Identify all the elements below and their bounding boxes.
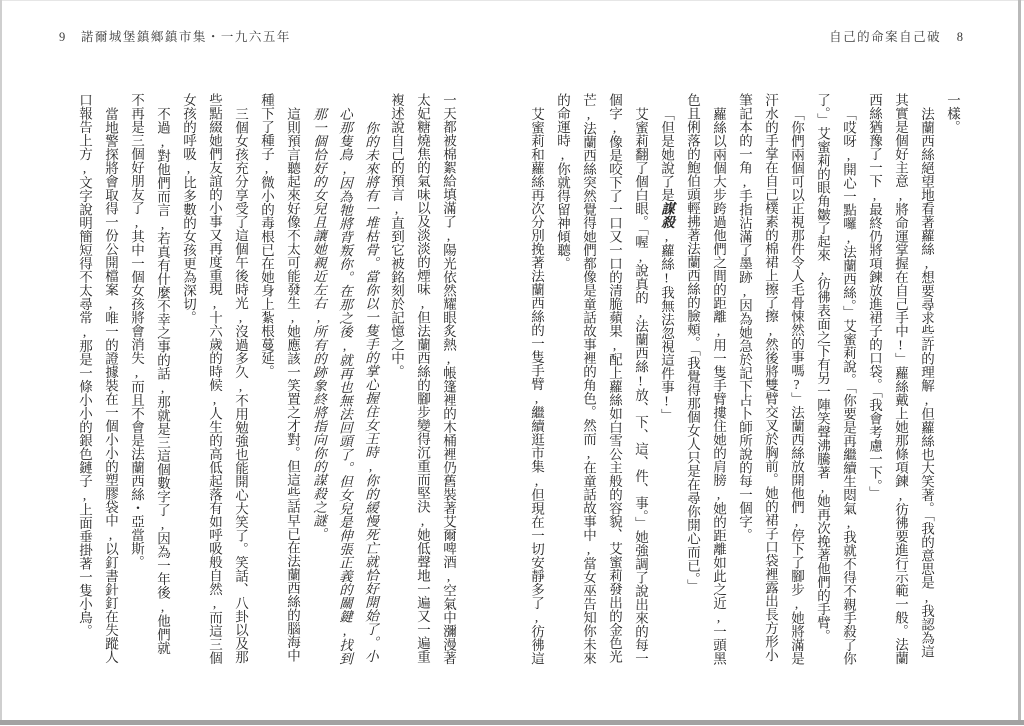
running-title-left: 諾爾城堡鎮鄉鎮市集・一九六五年 bbox=[80, 30, 291, 44]
right-page bbox=[512, 0, 1024, 726]
dialogue-segment: ,蘿絲!我無法忽視這件事!」 bbox=[659, 228, 674, 422]
paragraph: 不過,對他們而言,若真有什麼不幸之事的話,那就是三這個數字了,因為一年後,他們就不再是三個好朋友了,其中一個女孩將會消失,而且不會是法蘭西絲・亞當斯。 bbox=[129, 93, 170, 655]
running-head-left bbox=[57, 27, 291, 45]
paragraph: 一樣。 bbox=[945, 93, 960, 134]
paragraph: 法蘭西絲絕望地看著蘿絲,想要尋求些許的理解,但蘿絲也大笑著。「我的意思是,我認為這其實是個好主意,將命運掌握在自己手中!」蘿絲戴上她那條項鍊,彷彿要進行示範一般。法蘭西絲猶豫了一下,最終仍將項鍊放進裙子的口袋。「我會考慮一下。」 bbox=[867, 93, 934, 665]
page-number-left: 9 bbox=[59, 30, 66, 44]
body-text-right bbox=[523, 93, 965, 665]
running-title-right: 自己的命案自己破 bbox=[829, 30, 942, 44]
paragraph: 蘿絲以兩個大步跨過他們之間的距離,用一隻手臂摟住她的肩膀,她的距離如此之近,一頭黑色且俐落的鮑伯頭輕拂著法蘭西絲的臉頰。「我覺得那個女人只是在尋你開心而已。」 bbox=[685, 93, 726, 665]
paragraph: 三個女孩充分享受了這個午後時光,沒過多久,不用勉強也能開心大笑了。笑話、八卦以及那些點綴她們友誼的小事又再度重現,十六歲的時候,人生的高低起落有如呼吸般自然,而這三個女孩的呼吸,比多數的女孩更為深切。 bbox=[181, 93, 248, 665]
paragraph: 這則預言聽起來好像不太可能發生,她應該一笑置之才對。但這些話早已在法蘭西絲的腦海中種下了種子,微小的毒根已在她身上紮根蔓延。 bbox=[259, 93, 300, 662]
paragraph: 當地警探將會取得一份公開檔案,唯一的證據裝在一個小小的塑膠袋中,以釘書針釘在失蹤人口報告上方,文字說明簡短得不太尋常,那是一條小小的銀色鏈子,上面垂掛著一隻小鳥。 bbox=[77, 93, 118, 664]
emphasis-murder: 謀殺 bbox=[659, 201, 674, 229]
paragraph bbox=[653, 93, 679, 665]
paragraph: 一天都被棉絮給填滿了,陽光依然耀眼炙熱,帳篷裡的木桶裡仍舊裝著艾爾啤酒,空氣中瀰漫著太妃糖燒焦的氣味以及淡淡的煙味,但法蘭西絲的腳步變得沉重而堅決,她低聲地一遍又一遍重複述說自己的預言,直到它被銘刻於記憶之中。 bbox=[389, 93, 456, 665]
dialogue-segment: 「但是她說了是 bbox=[659, 107, 674, 202]
paragraph: 「你們兩個可以正視那件令人毛骨悚然的事嗎?」法蘭西絲放開他們,停下了腳步,她將滿是汗水的手掌在自己樸素的棉裙上擦了擦,然後將雙臂交叉於胸前。她的裙子口袋裡露出長方形小筆記本的一角,手指沾滿了墨跡,因為她急於記下占卜師所說的每一個字。 bbox=[737, 93, 804, 665]
page-number-right: 8 bbox=[956, 30, 963, 44]
paragraph: 「哎呀,開心一點囉,法蘭西絲。」艾蜜莉說。「你要是再繼續生悶氣,我就不得不親手殺了你了。」艾蜜莉的眼角皺了起來,彷彿表面之下有另一陣笑聲沸騰著,她再次挽著他們的手臂。 bbox=[815, 93, 856, 665]
running-head-right bbox=[829, 27, 965, 45]
body-text-left bbox=[57, 93, 461, 665]
prophecy-paragraph: 你的未來將有一堆枯骨。當你以一隻手的掌心握住女王時,你的緩慢死亡就恰好開始了。小心那隻鳥,因為牠將背叛你。在那之後,就再也無法回頭了。但女兒是伸張正義的關鍵,找到那一個恰好的女兒且讓她親近左右,所有的跡象終將指向你的謀殺之謎。 bbox=[311, 107, 378, 665]
paragraph: 艾蜜莉翻了個白眼。「喔,說真的,法蘭西絲!放、下、這、件、事。」她強調了說出來的每一個字,像是咬下了一口又一口的清脆蘋果,配上蘿絲如白雪公主般的容貌、艾蜜莉發出的金色光芒,法蘭西絲突然覺得她們都像是童話故事裡的角色。然而,在童話故事中,當女巫告知你未來的命運時,你就得留神傾聽。 bbox=[555, 93, 648, 665]
paragraph: 艾蜜莉和蘿絲再次分別挽著法蘭西絲的一隻手臂,繼續逛市集,但現在一切安靜多了,彷彿這 bbox=[529, 107, 544, 665]
